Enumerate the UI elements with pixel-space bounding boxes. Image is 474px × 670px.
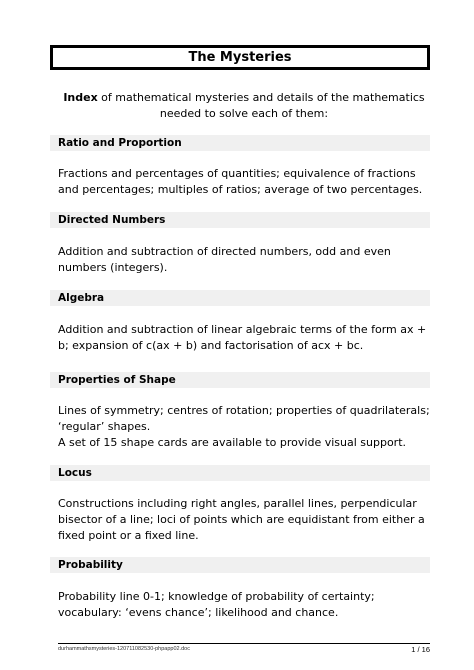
section-body-properties-of-shape: [58, 403, 430, 451]
section-body-properties-of-shape-line1: Lines of symmetry; centres of rotation; properties of quadrilaterals; ‘regular’ shapes.: [58, 404, 430, 433]
footer-page-number: 1 / 16: [411, 645, 430, 654]
section-body-probability: Probability line 0-1; knowledge of probability of certainty; vocabulary: ‘evens chance’; likelihood and chance.: [58, 590, 375, 619]
section-heading-probability: Probability: [50, 557, 430, 573]
document-title: The Mysteries: [50, 45, 430, 70]
section-body-properties-of-shape-line2: A set of 15 shape cards are available to provide visual support.: [58, 436, 407, 449]
section-heading-locus: Locus: [50, 465, 430, 481]
section-heading-directed-numbers: Directed Numbers: [50, 212, 430, 228]
section-body-directed-numbers: Addition and subtraction of directed numbers, odd and even numbers (integers).: [58, 245, 391, 274]
section-heading-algebra: Algebra: [50, 290, 430, 306]
footer-divider: [58, 643, 430, 644]
footer-filename: durhammathsmysteries-120711082530-phpapp02.doc: [58, 646, 190, 652]
section-body-ratio: Fractions and percentages of quantities; equivalence of fractions and percentages; multiples of ratios; average of two percentages.: [58, 167, 423, 196]
section-body-algebra: Addition and subtraction of linear algebraic terms of the form ax + b; expansion of c(ax + b) and factorisation of acx + bc.: [58, 323, 427, 352]
section-heading-ratio: Ratio and Proportion: [50, 135, 430, 151]
section-body-locus: Constructions including right angles, parallel lines, perpendicular bisector of a line; loci of points which are equidistant from either a fixed point or a fixed line.: [58, 497, 425, 542]
section-heading-properties-of-shape: Properties of Shape: [50, 372, 430, 388]
intro-text: of mathematical mysteries and details of the mathematics needed to solve each of them:: [97, 91, 425, 120]
intro-paragraph: [58, 90, 430, 122]
intro-bold-lead: Index: [63, 91, 98, 104]
